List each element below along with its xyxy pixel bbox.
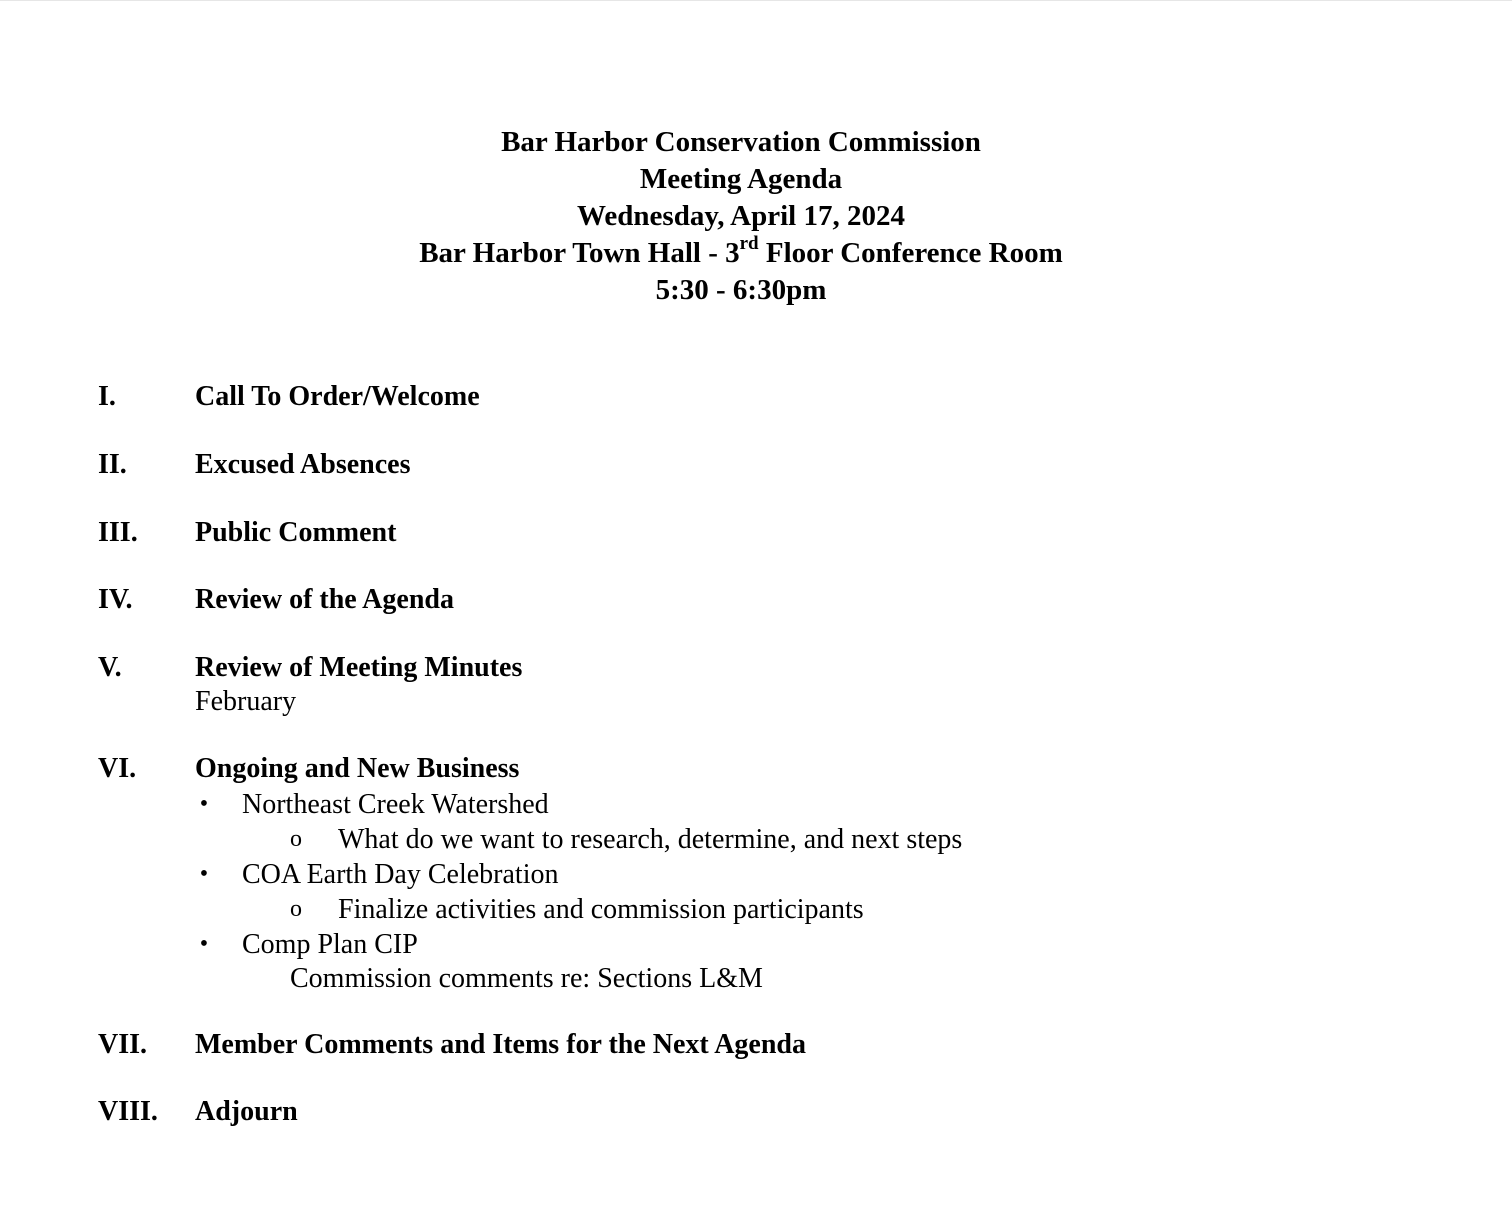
item-number: III.	[98, 517, 138, 548]
bullet-text: Northeast Creek Watershed	[242, 789, 549, 820]
business-sub-bullet	[195, 892, 1345, 927]
item-number: I.	[98, 381, 116, 412]
bullet-text: COA Earth Day Celebration	[242, 859, 559, 890]
item-title: Review of the Agenda	[195, 584, 454, 615]
location-text-start: Bar Harbor Town Hall - 3	[419, 237, 740, 269]
meeting-date: Wednesday, April 17, 2024	[577, 200, 905, 232]
business-bullet	[195, 857, 1345, 892]
page-top-edge	[0, 0, 1512, 1]
item-title: Member Comments and Items for the Next Agenda	[195, 1029, 806, 1060]
item-title: Adjourn	[195, 1096, 298, 1127]
sub-bullet-text: What do we want to research, determine, and next steps	[338, 824, 963, 855]
organization-name: Bar Harbor Conservation Commission	[501, 126, 981, 158]
item-number: V.	[98, 652, 122, 683]
item-detail: February	[195, 686, 297, 717]
item-title: Review of Meeting Minutes	[195, 652, 523, 683]
item-title: Ongoing and New Business	[195, 753, 520, 784]
item-number: II.	[98, 449, 127, 480]
item-number: IV.	[98, 584, 133, 615]
business-sub-bullet	[195, 822, 1345, 857]
bullet-dot-icon: •	[199, 861, 209, 887]
item-title: Excused Absences	[195, 449, 411, 480]
bullet-text: Comp Plan CIP	[242, 929, 418, 960]
item-number: VII.	[98, 1029, 148, 1060]
item-number: VIII.	[98, 1096, 158, 1127]
item-number: VI.	[98, 753, 137, 784]
bullet-circle-icon: o	[290, 896, 302, 922]
note-text: Commission comments re: Sections L&M	[290, 963, 763, 994]
item-title: Public Comment	[195, 517, 397, 548]
business-note	[195, 962, 1345, 995]
agenda-header	[0, 124, 1482, 309]
meeting-time: 5:30 - 6:30pm	[655, 274, 827, 306]
bullet-dot-icon: •	[199, 931, 209, 957]
location-text-end: Floor Conference Room	[758, 237, 1063, 269]
business-bullet	[195, 927, 1345, 962]
business-bullet	[195, 787, 1345, 822]
bullet-dot-icon: •	[199, 791, 209, 817]
item-title: Call To Order/Welcome	[195, 381, 480, 412]
document-type: Meeting Agenda	[639, 163, 843, 195]
meeting-location	[0, 235, 1482, 272]
location-ordinal-suffix: rd	[739, 233, 759, 255]
sub-bullet-text: Finalize activities and commission participants	[338, 894, 864, 925]
bullet-circle-icon: o	[290, 826, 302, 852]
